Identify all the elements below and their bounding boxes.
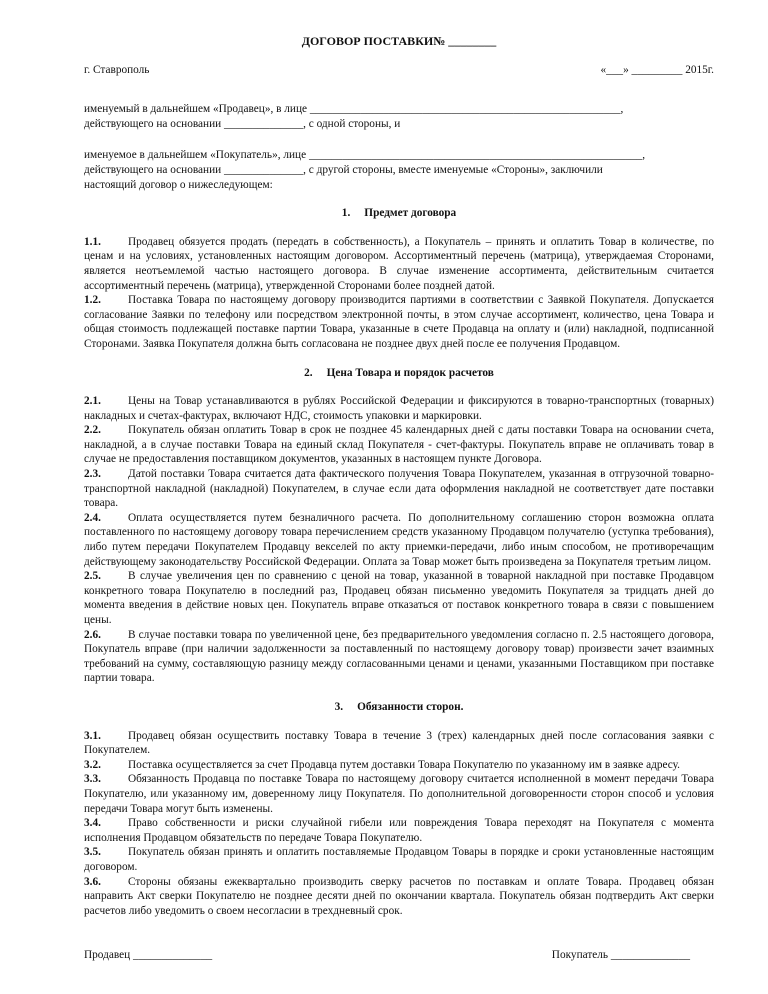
clause	[84, 569, 714, 627]
clause-text: Оплата осуществляется путем безналичного расчета. По дополнительному соглашению сторон возможна оплата поставленного по настоящему договору товара перечислением средств указанному Продавцом получателю (уступка требования), либо путем передачи Покупателем Продавцу векселей по акту приемки-передачи, либо иным способом, не противоречащим действующему законодательству Российской Федерации. Оплата за Товар может быть произведена за Покупателя третьим лицом.	[84, 511, 714, 568]
contract-sections	[84, 206, 714, 918]
clause-number: 3.3.	[84, 773, 101, 786]
contract-date: «___» _________ 2015г.	[600, 63, 714, 76]
clause-number: 3.6.	[84, 875, 101, 888]
clause-text: Датой поставки Товара считается дата фактического получения Товара Покупателем, указанная в отгрузочной товарно-транспортной накладной (накладной) Покупателем, в случае если дата оформления накладной не соответствует дате поставки товара.	[84, 468, 714, 510]
clause-text: Цены на Товар устанавливаются в рублях Российской Федерации и фиксируются в товарно-транспортных (товарных) накладных и счетах-фактурах, включают НДС, стоимость упаковки и маркировки.	[84, 395, 714, 422]
clause-number: 3.4.	[84, 817, 101, 830]
clause	[84, 394, 714, 423]
section-number: 2.	[304, 366, 313, 379]
seller-signature: Продавец ______________	[84, 949, 213, 961]
clause-text: Поставка осуществляется за счет Продавца путем доставки Товара Покупателю по указанному им в заявке адресу.	[128, 758, 681, 771]
preamble-buyer-line-1: именуемое в дальнейшем «Покупатель», лице ___________________________________________________________,	[84, 149, 646, 162]
clause-text: Продавец обязан осуществить поставку Товара в течение 3 (трех) календарных дней после согласования заявки с Покупателем.	[84, 729, 714, 757]
section-heading	[84, 206, 714, 221]
clause-number: 2.1.	[84, 395, 101, 408]
buyer-signature: Покупатель ______________	[551, 949, 690, 961]
clause-number: 3.2.	[84, 758, 101, 771]
clause-number: 3.1.	[84, 729, 101, 742]
document-title: ДОГОВОР ПОСТАВКИ№ ________	[301, 34, 497, 48]
clause-text: В случае увеличения цен по сравнению с ценой на товар, указанной в товарной накладной при поставке Продавцом конкретного товара Покупателю в последний раз, Продавец обязан письменно уведомить Покупателя за тридцать дней до момента введения в действие новых цен. Покупатель вправе отказаться от поставок конкретного товара в связи с повышением цены.	[84, 570, 714, 626]
clause-number: 2.6.	[84, 628, 101, 641]
clause-number: 3.5.	[84, 846, 101, 859]
clause-text: Покупатель обязан оплатить Товар в срок не позднее 45 календарных дней с даты поставки Товара на основании счета, накладной, а в случае поставки Товара на единый склад Покупателя - счет-фактуры. Покупатель вправе не оплачивать товар в случае не предоставления поставщиком документов, указанных в настоящем пункте Договора.	[84, 424, 714, 466]
preamble-buyer-line-2: действующего на основании ______________, с другой стороны, вместе именуемые «Стороны», заключили	[84, 163, 603, 176]
section-heading	[84, 366, 714, 381]
clause-text: В случае поставки товара по увеличенной цене, без предварительного уведомления согласно п. 2.5 настоящего договора, Покупатель вправе (при наличии задолженности за поставленный по настоящему договору товар) произвести зачет взаимных требований на сумму, составляющую разницу между согласованными ценами и ценами, указанными Поставщиком при поставке партии товара.	[84, 628, 714, 685]
clause	[84, 816, 714, 845]
clause	[84, 235, 714, 293]
clause-number: 2.4.	[84, 511, 101, 524]
clause	[84, 845, 714, 874]
clause	[84, 772, 714, 816]
clause	[84, 758, 714, 773]
section-title: Цена Товара и порядок расчетов	[326, 366, 494, 379]
city-date-row	[84, 63, 714, 78]
clause-text: Покупатель обязан принять и оплатить поставляемые Продавцом Товары в порядке и сроки установленные настоящим договором.	[84, 846, 714, 873]
signature-row	[84, 948, 714, 963]
clause-text: Обязанность Продавца по поставке Товара по настоящему договору считается исполненной в момент передачи Товара Покупателю, или указанному им, доверенному лицу Покупателя. По дополнительной договоренности сторон способ и условия передачи Товара могут быть изменены.	[84, 773, 714, 815]
section-title: Обязанности сторон.	[357, 700, 464, 713]
clause	[84, 511, 714, 569]
city: г. Ставрополь	[84, 63, 150, 76]
clause-number: 2.5.	[84, 570, 101, 583]
clause	[84, 729, 714, 758]
clause-text: Право собственности и риски случайной гибели или повреждения Товара переходят на Покупателя с момента исполнения Продавцом обязательств по передаче Товара Покупателю.	[84, 817, 714, 844]
section-number: 3.	[334, 700, 344, 713]
clause	[84, 293, 714, 351]
preamble-seller-line-1: именуемый в дальнейшем «Продавец», в лице _______________________________________________________,	[84, 103, 624, 116]
clause-text: Стороны обязаны ежеквартально производить сверку расчетов по поставкам и оплате Товара. Продавец обязан направить Акт сверки Покупателю не позднее десяти дней по окончании квартала. Покупатель обязан подтвердить Акт сверки расчетов либо уведомить о своем несогласии в трехдневный срок.	[84, 875, 714, 917]
clause-number: 2.3.	[84, 468, 101, 481]
clause-text: Продавец обязуется продать (передать в собственность), а Покупатель – принять и оплатить Товар в количестве, по ценам и на условиях, установленных настоящим договором. Ассортиментный перечень (матрица), утверждаемая Сторонами, является неотъемлемой частью настоящего договора. В случае изменение ассортимента, действительным считается ассортиментный перечень (матрица), утвержденной Сторонами более поздней датой.	[84, 235, 714, 292]
clause-number: 1.1.	[84, 235, 101, 248]
clause-number: 1.2.	[84, 294, 101, 307]
clause	[84, 628, 714, 686]
clause	[84, 423, 714, 467]
clause-number: 2.2.	[84, 424, 101, 437]
section-title: Предмет договора	[364, 207, 457, 220]
section-heading	[84, 700, 714, 715]
clause	[84, 467, 714, 511]
preamble-seller-line-2: действующего на основании ______________, с одной стороны, и	[84, 117, 401, 130]
section-number: 1.	[341, 207, 351, 220]
clause-text: Поставка Товара по настоящему договору производится партиями в соответствии с Заявкой Покупателя. Допускается согласование Заявки по телефону или посредством электронной почты, в этом случае ассортимент, количество, цена Товара и общая стоимость подлежащей поставке партии Товара, указанные в счете Продавца на оплату и (или) накладной, подписанной Сторонами. Заявка Покупателя должна быть согласована не позднее двух дней после ее получения Продавцом.	[84, 294, 714, 350]
clause	[84, 875, 714, 919]
preamble-buyer-line-3: настоящий договор о нижеследующем:	[84, 178, 273, 191]
